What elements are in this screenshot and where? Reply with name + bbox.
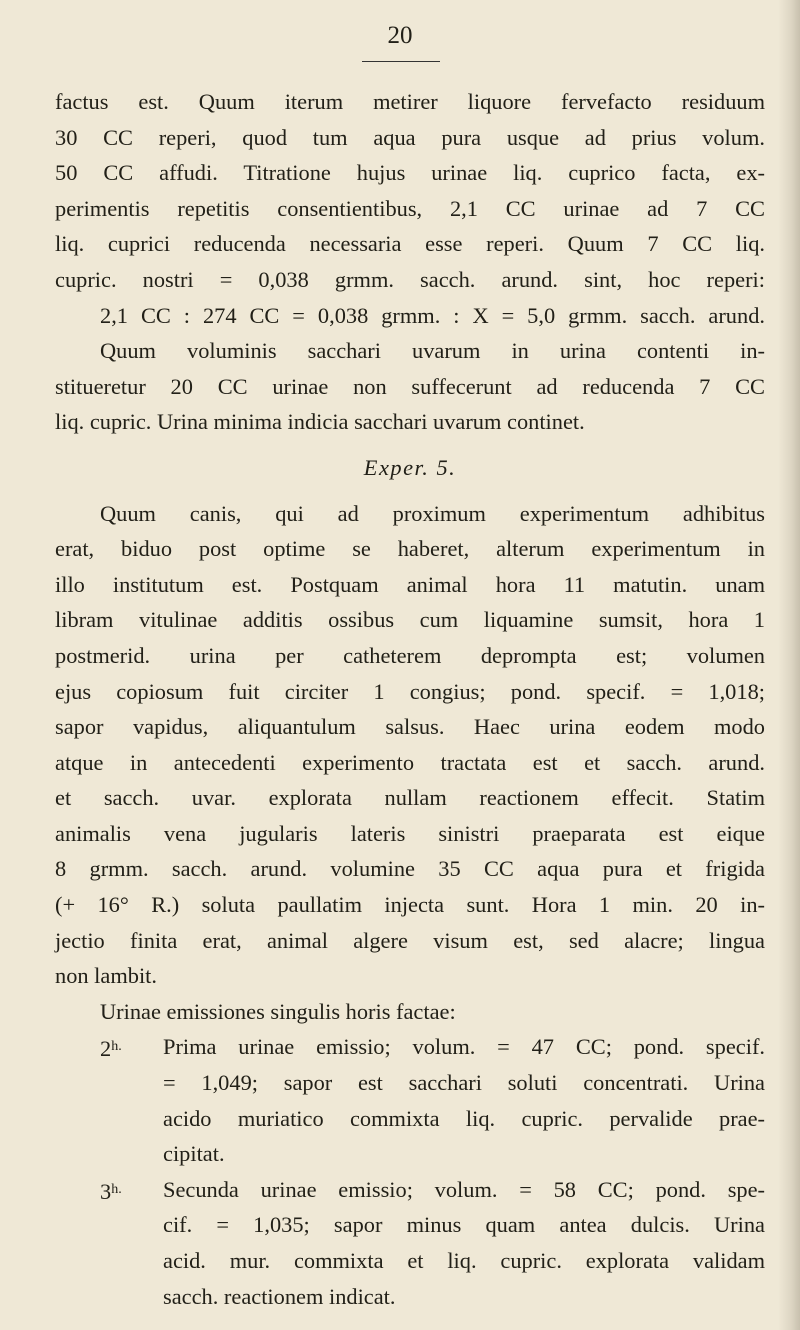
text-line: illo institutum est. Postquam animal hora 11 matutin. unam xyxy=(55,571,765,597)
text-line: Quum canis, qui ad proximum experimentum adhibitus xyxy=(100,500,765,526)
text-line: non lambit. xyxy=(55,963,157,989)
text-line: (+ 16° R.) soluta paullatim injecta sunt. Hora 1 min. 20 in- xyxy=(55,892,765,918)
text-line: 30 CC reperi, quod tum aqua pura usque ad prius volum. xyxy=(55,124,765,150)
paragraph-2 xyxy=(55,333,765,440)
entry-line: cif. = 1,035; sapor minus quam antea dulcis. Urina xyxy=(163,1212,765,1238)
page-number-rule xyxy=(362,61,440,62)
paragraph-3 xyxy=(55,496,765,994)
text-line: factus est. Quum iterum metirer liquore fervefacto residuum xyxy=(55,89,765,114)
hour-entry xyxy=(55,1172,765,1314)
entry-line: acid. mur. commixta et liq. cupric. explorata validam xyxy=(163,1248,765,1273)
entry-line: sacch. reactionem indicat. xyxy=(163,1283,396,1309)
text-line: perimentis repetitis consentientibus, 2,1 CC urinae ad 7 CC xyxy=(55,195,765,221)
text-line: libram vitulinae additis ossibus cum liquamine sumsit, hora 1 xyxy=(55,607,765,633)
text-line: Quum voluminis sacchari uvarum in urina contenti in- xyxy=(100,338,765,364)
text-line: atque in antecedenti experimento tractata est et sacch. arund. xyxy=(55,749,765,775)
text-line: sapor vapidus, aliquantulum salsus. Haec urina eodem modo xyxy=(55,714,765,740)
hour-label: $3^{h.}$ xyxy=(100,1178,122,1204)
text-line: erat, biduo post optime se haberet, alterum experimentum in xyxy=(55,536,765,562)
formula-line: 2,1 CC : 274 CC = 0,038 grmm. : X = 5,0 grmm. sacch. arund. xyxy=(100,302,765,328)
text-line: liq. cuprici reducenda necessaria esse reperi. Quum 7 CC liq. xyxy=(55,231,765,257)
page-body xyxy=(55,84,765,1314)
text-line: 50 CC affudi. Titratione hujus urinae liq. cuprico facta, ex- xyxy=(55,160,765,186)
entry-line: = 1,049; sapor est sacchari soluti concentrati. Urina xyxy=(163,1070,765,1096)
entry-line: acido muriatico commixta liq. cupric. pervalide prae- xyxy=(163,1105,765,1131)
text-line: ejus copiosum fuit circiter 1 congius; pond. specif. = 1,018; xyxy=(55,678,765,704)
paragraph-4: Urinae emissiones singulis horis factae: xyxy=(100,998,456,1024)
paragraph-1 xyxy=(55,84,765,333)
section-heading: Exper. 5. xyxy=(363,454,457,480)
entry-line: cipitat. xyxy=(163,1141,225,1167)
entry-line: Secunda urinae emissio; volum. = 58 CC; pond. spe- xyxy=(163,1176,765,1202)
text-line: stitueretur 20 CC urinae non suffecerunt ad reducenda 7 CC xyxy=(55,373,765,399)
text-line: liq. cupric. Urina minima indicia sacchari uvarum continet. xyxy=(55,409,585,435)
text-line: cupric. nostri = 0,038 grmm. sacch. arund. sint, hoc reperi: xyxy=(55,266,765,292)
hour-label: $2^{h.}$ xyxy=(100,1036,122,1062)
text-line: postmerid. urina per catheterem deprompta est; volumen xyxy=(55,642,765,668)
text-line: et sacch. uvar. explorata nullam reactionem effecit. Statim xyxy=(55,785,765,811)
hour-entry xyxy=(55,1029,765,1171)
text-line: 8 grmm. sacch. arund. volumine 35 CC aqua pura et frigida xyxy=(55,856,765,882)
text-line: jectio finita erat, animal algere visum est, sed alacre; lingua xyxy=(55,927,765,953)
entry-line: Prima urinae emissio; volum. = 47 CC; pond. specif. xyxy=(163,1034,765,1060)
page-number: 20 xyxy=(387,22,413,49)
text-line: animalis vena jugularis lateris sinistri praeparata est eique xyxy=(55,820,765,846)
page-edge-shadow xyxy=(778,0,800,1330)
